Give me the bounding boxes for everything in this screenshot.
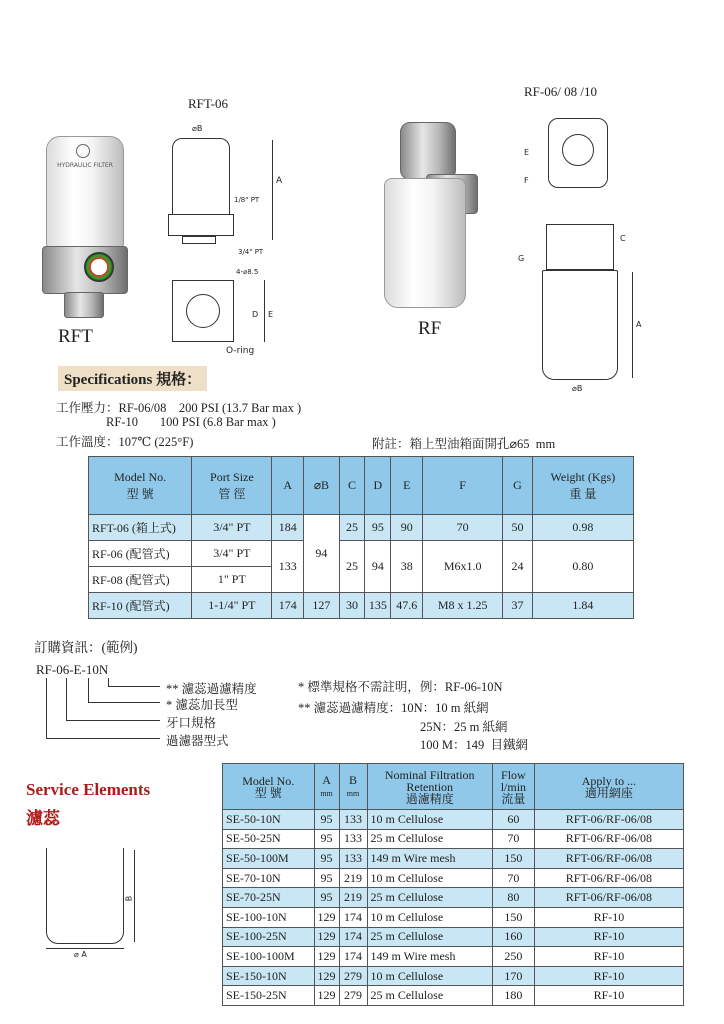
service-elements-title: Service Elements bbox=[26, 780, 151, 799]
rft06-drawing-label: RFT-06 bbox=[188, 96, 228, 111]
th-se-A: A mm bbox=[314, 764, 339, 810]
dim-G: G bbox=[518, 254, 525, 263]
th-port: Port Size 管 徑 bbox=[192, 457, 272, 515]
dim-C: C bbox=[620, 234, 626, 243]
dim-A: A bbox=[276, 176, 283, 186]
order-note-1: * 標準規格不需註明，例：RF-06-10N bbox=[298, 680, 503, 694]
rft-product-photo bbox=[38, 136, 138, 326]
rft-product-label: RFT bbox=[58, 326, 93, 347]
th-C: C bbox=[339, 457, 364, 515]
pressure-gauge-icon bbox=[84, 252, 114, 282]
dim-E2: E bbox=[524, 148, 530, 157]
th-se-B: B mm bbox=[339, 764, 367, 810]
table-row: SE-150-10N 129 279 10 m Cellulose 170 RF-10 bbox=[223, 966, 684, 986]
dim-oring: O-ring bbox=[226, 346, 255, 356]
th-model: Model No. 型 號 bbox=[89, 457, 192, 515]
th-F: F bbox=[423, 457, 503, 515]
th-A: A bbox=[272, 457, 304, 515]
table-row: RF-06 (配管式) 3/4" PT 133 25 94 38 M6x1.0 24 0.80 bbox=[89, 541, 634, 567]
table-row: SE-50-10N 95 133 10 m Cellulose 60 RFT-06/RF-06/08 bbox=[223, 810, 684, 830]
spec-temperature: 工作溫度：107℃ (225°F) bbox=[56, 435, 194, 449]
table-row: RFT-06 (箱上式) 3/4" PT 184 94 25 95 90 70 50 0.98 bbox=[89, 515, 634, 541]
rft06-technical-drawing bbox=[164, 120, 296, 360]
order-item-3: 牙口規格 bbox=[166, 716, 217, 730]
rf-product-label: RF bbox=[418, 318, 442, 339]
brand-logo-icon bbox=[76, 144, 90, 158]
th-G: G bbox=[503, 457, 533, 515]
order-note-2: ** 濾蕊過濾精度：10N：10 m 紙網 bbox=[298, 701, 489, 715]
th-B: ⌀B bbox=[304, 457, 340, 515]
service-elements-table bbox=[222, 763, 684, 1006]
rf-technical-drawing bbox=[516, 104, 666, 398]
table-row: SE-70-25N 95 219 25 m Cellulose 80 RFT-06/RF-06/08 bbox=[223, 888, 684, 908]
specs-table bbox=[88, 456, 634, 619]
order-item-2: * 濾蕊加長型 bbox=[166, 698, 238, 712]
specifications-title: Specifications 規格： bbox=[58, 366, 207, 391]
dim-F: F bbox=[524, 176, 529, 185]
th-se-retention: Nominal Filtration Retention 過濾精度 bbox=[367, 764, 492, 810]
dim-pt-1-8: 1/8" PT bbox=[234, 196, 260, 204]
dim-hole: 4-⌀8.5 bbox=[236, 268, 259, 276]
dim-A2: A bbox=[636, 320, 642, 329]
table-row: SE-50-100M 95 133 149 m Wire mesh 150 RFT-06/RF-06/08 bbox=[223, 849, 684, 869]
table-row: RF-10 (配管式) 1-1/4" PT 174 127 30 135 47.6 M8 x 1.25 37 1.84 bbox=[89, 593, 634, 619]
photo-filter-label: HYDRAULIC FILTER bbox=[57, 162, 113, 169]
spec-note: 附註：箱上型油箱面開孔⌀65 mm bbox=[372, 437, 556, 451]
dim-A-label: ⌀ A bbox=[74, 950, 87, 959]
table-row: SE-100-25N 129 174 25 m Cellulose 160 RF-10 bbox=[223, 927, 684, 947]
rf-product-photo bbox=[376, 118, 486, 318]
dim-E: E bbox=[268, 310, 274, 319]
th-E: E bbox=[391, 457, 423, 515]
order-note-3: 25N：25 m 紙網 bbox=[420, 720, 508, 734]
dim-pt-3-4: 3/4" PT bbox=[238, 248, 264, 256]
table-row: SE-100-10N 129 174 10 m Cellulose 150 RF-10 bbox=[223, 907, 684, 927]
rf-variants-drawing-label: RF-06/ 08 /10 bbox=[524, 84, 597, 99]
spec-pressure-line1: 工作壓力：RF-06/08 200 PSI (13.7 Bar max ) bbox=[56, 401, 302, 415]
dim-phiB: ⌀B bbox=[192, 124, 203, 133]
spec-pressure-line2: RF-10 100 PSI (6.8 Bar max ) bbox=[56, 415, 276, 429]
table-row: RF-08 (配管式) 1" PT bbox=[89, 567, 634, 593]
order-item-1: ** 濾蕊過濾精度 bbox=[166, 682, 257, 696]
order-code: RF-06-E-10N bbox=[36, 662, 109, 677]
service-element-drawing bbox=[40, 844, 144, 964]
table-row: SE-100-100M 129 174 149 m Wire mesh 250 RF-10 bbox=[223, 947, 684, 967]
th-se-apply: Apply to ... 適用網座 bbox=[534, 764, 683, 810]
th-D: D bbox=[365, 457, 391, 515]
order-item-4: 過濾器型式 bbox=[166, 734, 229, 748]
table-row: SE-150-25N 129 279 25 m Cellulose 180 RF-10 bbox=[223, 986, 684, 1006]
service-elements-title-cn: 濾蕊 bbox=[26, 809, 60, 828]
dim-phiB2: ⌀B bbox=[572, 384, 583, 393]
table-row: SE-70-10N 95 219 10 m Cellulose 70 RFT-06/RF-06/08 bbox=[223, 868, 684, 888]
th-se-flow: Flow l/min 流量 bbox=[492, 764, 534, 810]
order-note-4: 100 M：149 目鐵網 bbox=[420, 738, 528, 752]
dim-B-label: B bbox=[124, 895, 134, 902]
order-info-title: 訂購資訊：(範例) bbox=[34, 640, 138, 655]
th-weight: Weight (Kgs) 重 量 bbox=[532, 457, 633, 515]
table-row: SE-50-25N 95 133 25 m Cellulose 70 RFT-06/RF-06/08 bbox=[223, 829, 684, 849]
th-se-model: Model No. 型 號 bbox=[223, 764, 315, 810]
dim-D: D bbox=[252, 310, 259, 319]
